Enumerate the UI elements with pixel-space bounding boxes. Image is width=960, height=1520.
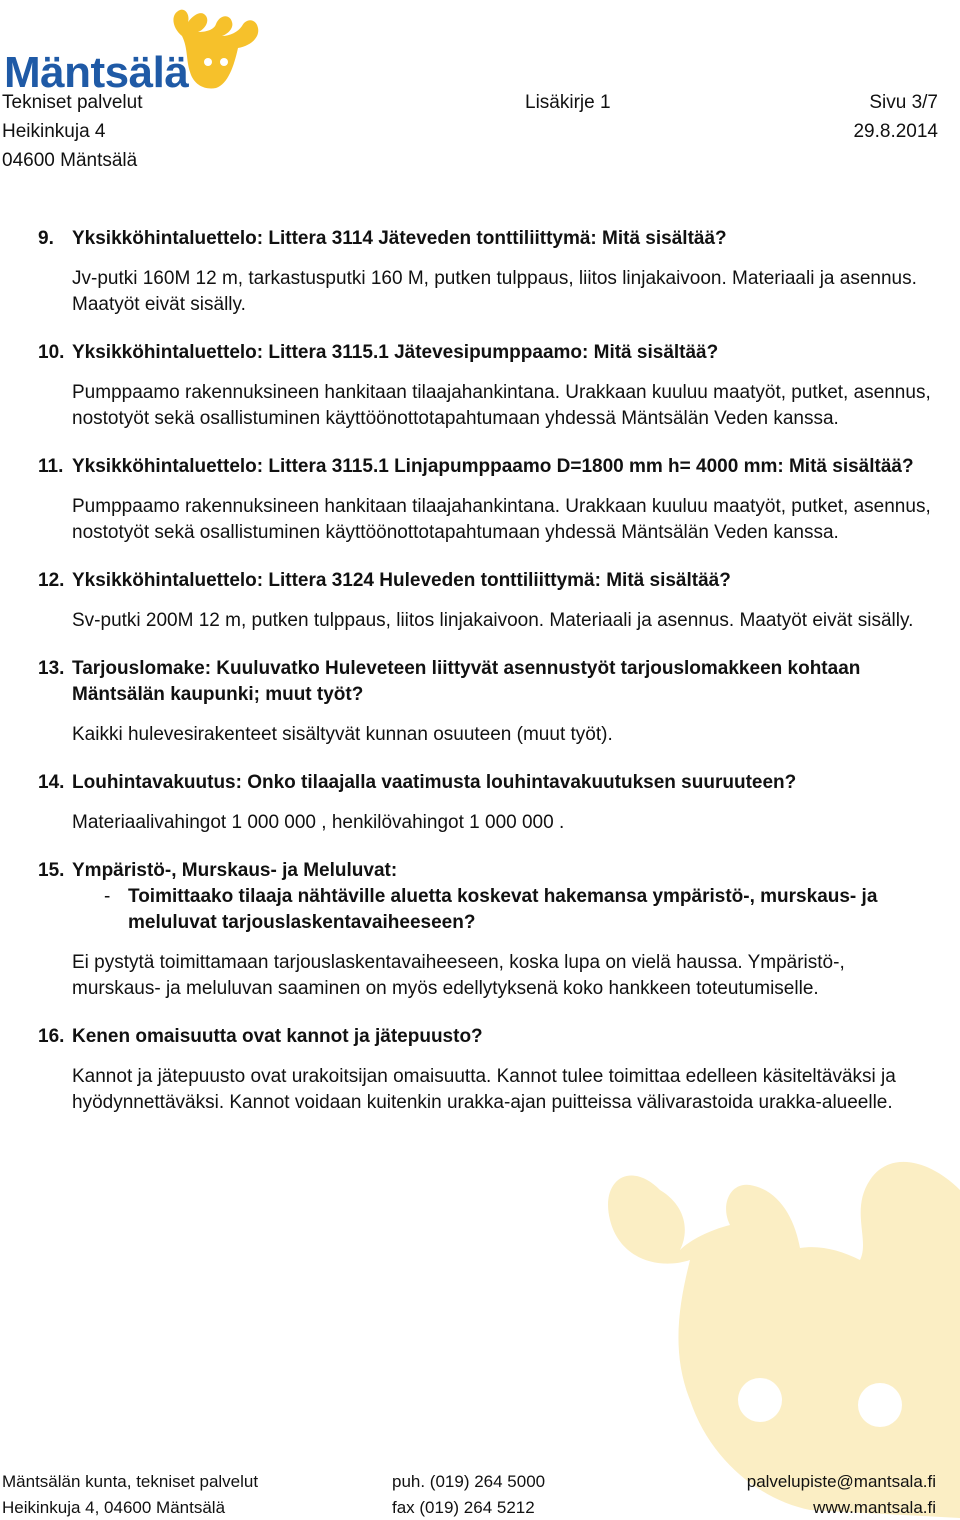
header-address: Heikinkuja 4	[2, 121, 106, 142]
question-number: 13.	[38, 658, 65, 679]
header-page-number: Sivu 3/7	[869, 92, 938, 113]
question-text: Ympäristö-, Murskaus- ja Meluluvat:	[72, 860, 398, 881]
question-11	[0, 454, 932, 480]
moose-watermark-icon	[590, 1150, 960, 1518]
question-13	[0, 656, 932, 708]
question-text: Kenen omaisuutta ovat kannot ja jätepuusto?	[72, 1026, 483, 1047]
question-text: Yksikköhintaluettelo: Littera 3114 Jäteveden tonttiliittymä: Mitä sisältää?	[72, 228, 727, 249]
question-text: Yksikköhintaluettelo: Littera 3124 Huleveden tonttiliittymä: Mitä sisältää?	[72, 570, 731, 591]
footer-phone: puh. (019) 264 5000	[392, 1472, 546, 1491]
answer-12: Sv-putki 200M 12 m, putken tulppaus, liitos linjakaivoon. Materiaali ja asennus. Maatyöt eivät sisälly.	[72, 610, 914, 631]
question-number: 9.	[38, 228, 54, 249]
qa-list	[0, 226, 960, 1116]
question-9	[0, 226, 932, 252]
question-number: 11.	[38, 456, 64, 477]
header-date: 29.8.2014	[853, 121, 938, 142]
answer-14: Materiaalivahingot 1 000 000 , henkilövahingot 1 000 000 .	[72, 812, 565, 833]
footer-address: Heikinkuja 4, 04600 Mäntsälä	[2, 1498, 226, 1517]
answer-13: Kaikki hulevesirakenteet sisältyvät kunnan osuuteen (muut työt).	[72, 724, 613, 745]
answer-10: Pumppaamo rakennuksineen hankitaan tilaajahankintana. Urakkaan kuuluu maatyöt, putket, asennus, nostotyöt sekä osallistuminen käyttöönottotapahtumaan yhdessä Mäntsälän Veden kanssa.	[72, 382, 931, 429]
question-text: Yksikköhintaluettelo: Littera 3115.1 Linjapumppaamo D=1800 mm h= 4000 mm: Mitä sisältää?	[72, 456, 914, 477]
answer-15: Ei pystytä toimittamaan tarjouslaskentavaiheeseen, koska lupa on vielä haussa. Ympäristö-, murskaus- ja meluluvan saaminen on myös edellytyksenä koko hankkeen toteutumiselle.	[72, 952, 845, 999]
footer-fax: fax (019) 264 5212	[392, 1498, 535, 1517]
header-postcode: 04600 Mäntsälä	[2, 150, 138, 171]
question-text: Tarjouslomake: Kuuluvatko Huleveteen liittyvät asennustyöt tarjouslomakkeen kohtaan Mäntsälän kaupunki; muut työt?	[72, 658, 861, 705]
footer-email-link[interactable]: palvelupiste@mantsala.fi	[746, 1472, 936, 1491]
answer-16: Kannot ja jätepuusto ovat urakoitsijan omaisuutta. Kannot tulee toimittaa edelleen käsiteltäväksi ja hyödynnettäväksi. Kannot voidaan kuitenkin urakka-ajan puitteissa välivarastoida urakka-alueelle.	[72, 1066, 896, 1113]
question-number: 16.	[38, 1026, 65, 1047]
logo-wordmark: Mäntsälä	[4, 48, 189, 97]
question-number: 15.	[38, 860, 65, 881]
header-department: Tekniset palvelut	[2, 92, 143, 113]
question-14	[0, 770, 932, 796]
question-number: 12.	[38, 570, 65, 591]
footer-org: Mäntsälän kunta, tekniset palvelut	[2, 1472, 259, 1491]
question-15	[0, 858, 932, 936]
list-dash: -	[104, 886, 111, 907]
answer-11: Pumppaamo rakennuksineen hankitaan tilaajahankintana. Urakkaan kuuluu maatyöt, putket, asennus, nostotyöt sekä osallistuminen käyttöönottotapahtumaan yhdessä Mäntsälän Veden kanssa.	[72, 496, 931, 543]
question-12	[0, 568, 932, 594]
mantsala-logo	[2, 6, 262, 97]
question-16	[0, 1024, 932, 1050]
sub-question-text: Toimittaako tilaaja nähtäville aluetta koskevat hakemansa ympäristö-, murskaus- ja meluluvat tarjouslaskentavaiheeseen?	[128, 886, 878, 933]
question-text: Louhintavakuutus: Onko tilaajalla vaatimusta louhintavakuutuksen suuruuteen?	[72, 772, 797, 793]
question-number: 10.	[38, 342, 65, 363]
question-10	[0, 340, 932, 366]
sub-question	[72, 884, 932, 936]
answer-9: Jv-putki 160M 12 m, tarkastusputki 160 M, putken tulppaus, liitos linjakaivoon. Materiaali ja asennus. Maatyöt eivät sisälly.	[72, 268, 917, 315]
question-text: Yksikköhintaluettelo: Littera 3115.1 Jätevesipumppaamo: Mitä sisältää?	[72, 342, 719, 363]
header-doc-title: Lisäkirje 1	[525, 92, 611, 113]
footer-web-link[interactable]: www.mantsala.fi	[813, 1498, 936, 1517]
question-number: 14.	[38, 772, 65, 793]
